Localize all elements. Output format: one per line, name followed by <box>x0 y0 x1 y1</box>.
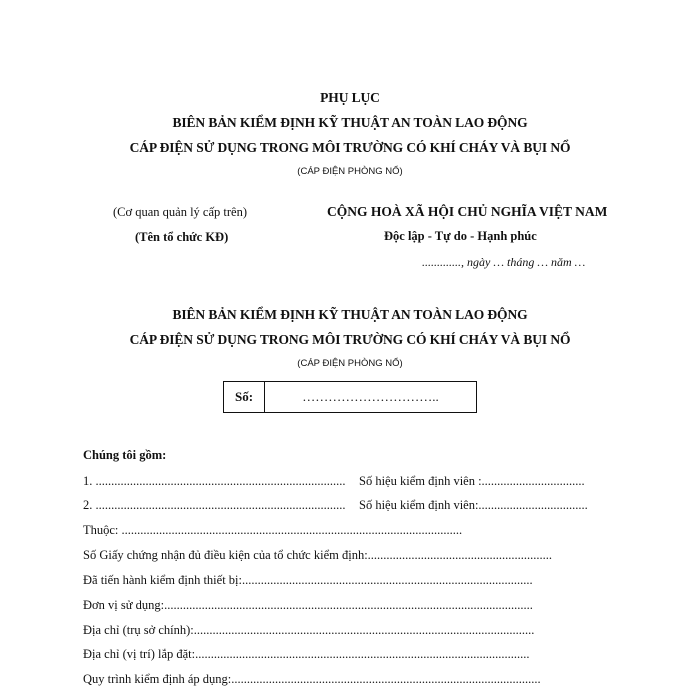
national-motto: Độc lập - Tự do - Hạnh phúc <box>384 229 537 243</box>
hq-address-field: Địa chỉ (trụ sở chính):............................................................................................................. <box>83 623 535 637</box>
date-line: ............., ngày … tháng … năm … <box>422 255 586 269</box>
report-title-line2: CÁP ĐIỆN SỬ DỤNG TRONG MÔI TRƯỜNG CÓ KHÍ CHÁY VÀ BỤI NỔ <box>129 332 571 347</box>
inspector-1-number: Số hiệu kiểm định viên :................................. <box>359 474 585 488</box>
organization-label: (Tên tổ chức KĐ) <box>135 230 229 244</box>
report-title-line1: BIÊN BẢN KIỂM ĐỊNH KỸ THUẬT AN TOÀN LAO ĐỘNG <box>172 307 528 322</box>
report-number-box <box>223 381 477 413</box>
inspector-2-name: 2. ................................................................................ <box>83 498 346 512</box>
agency-label: (Cơ quan quản lý cấp trên) <box>113 205 247 219</box>
inspector-2-number: Số hiệu kiểm định viên:................................... <box>359 498 588 512</box>
device-field: Đã tiến hành kiểm định thiết bị:............................................................................................. <box>83 573 533 587</box>
certificate-number-field: Số Giấy chứng nhận đủ điều kiện của tổ chức kiểm định:........................................................... <box>83 548 553 562</box>
header-title-line2: CÁP ĐIỆN SỬ DỤNG TRONG MÔI TRƯỜNG CÓ KHÍ CHÁY VÀ BỤI NỔ <box>129 140 571 155</box>
install-address-field: Địa chỉ (vị trí) lắp đặt:........................................................................................................... <box>83 647 530 661</box>
header-title-line1: BIÊN BẢN KIỂM ĐỊNH KỸ THUẬT AN TOÀN LAO ĐỘNG <box>172 115 528 130</box>
procedure-field: Quy trình kiểm định áp dụng:................................................................................................... <box>83 672 541 686</box>
report-subtitle: (CÁP ĐIỆN PHÒNG NỔ) <box>297 358 403 369</box>
header-subtitle: (CÁP ĐIỆN PHÒNG NỔ) <box>297 166 403 177</box>
user-unit-field: Đơn vị sử dụng:...................................................................................................................... <box>83 598 533 612</box>
report-number-value: ………………………….. <box>302 389 439 404</box>
report-number-label: Số: <box>224 382 265 412</box>
section-heading: Chúng tôi gồm: <box>83 448 167 462</box>
belongs-to-field: Thuộc: ............................................................................................................. <box>83 523 463 537</box>
country-name: CỘNG HOÀ XÃ HỘI CHỦ NGHĨA VIỆT NAM <box>327 204 608 219</box>
appendix-label: PHỤ LỤC <box>320 90 380 105</box>
inspector-1-name: 1. ................................................................................ <box>83 474 346 488</box>
